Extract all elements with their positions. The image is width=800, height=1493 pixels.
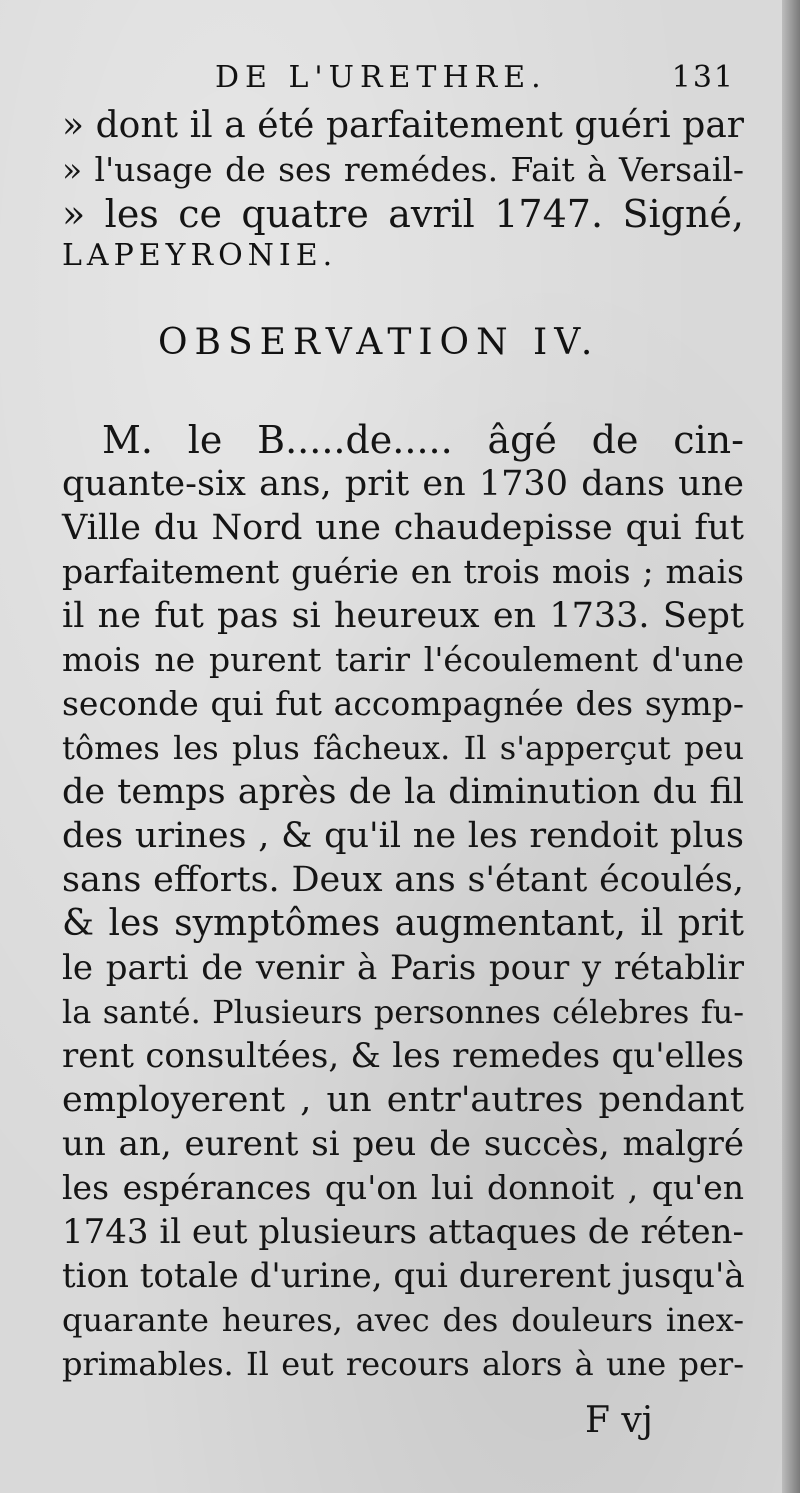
signer-name: LAPEYRONIE. [62, 238, 338, 273]
page-edge-shadow [782, 0, 800, 1493]
running-header [215, 60, 735, 100]
body-line: des urines , & qu'il ne les rendoit plus [62, 816, 744, 856]
body-line: 1743 il eut plusieurs attaques de réten- [62, 1212, 744, 1252]
body-line: les espérances qu'on lui donnoit , qu'en [62, 1168, 744, 1207]
body-line: sans efforts. Deux ans s'étant écoulés, [62, 860, 744, 900]
body-line: mois ne purent tarir l'écoulement d'une [62, 640, 744, 679]
body-line: quarante heures, avec des douleurs inex- [62, 1301, 744, 1339]
quote-line: » dont il a été parfaitement guéri par [62, 105, 744, 146]
body-line: la santé. Plusieurs personnes célebres fu- [62, 993, 744, 1031]
quote-line: » les ce quatre avril 1747. Signé, [62, 192, 744, 236]
observation-title: OBSERVATION IV. [158, 322, 600, 363]
body-line: primables. Il eut recours alors à une per- [62, 1345, 744, 1383]
body-line: M. le B.....de..... âgé de cin- [102, 418, 744, 462]
body-line: un an, eurent si peu de succès, malgré [62, 1124, 744, 1164]
body-line: tion totale d'urine, qui durerent jusqu'à [62, 1256, 745, 1296]
body-line: Ville du Nord une chaudepisse qui fut [62, 508, 744, 548]
signature-mark: F vj [585, 1400, 653, 1441]
body-line: seconde qui fut accompagnée des symp- [62, 684, 744, 723]
body-line: tômes les plus fâcheux. Il s'apperçut peu [62, 729, 744, 767]
body-line: & les symptômes augmentant, il prit [62, 903, 744, 944]
body-line: quante-six ans, prit en 1730 dans une [62, 464, 744, 504]
body-line: le parti de venir à Paris pour y rétablir [62, 948, 744, 988]
running-title: DE L'URETHRE. [215, 60, 547, 95]
body-line: de temps après de la diminution du fil [62, 772, 744, 812]
body-line: parfaitement guérie en trois mois ; mais [62, 552, 744, 591]
body-line: il ne fut pas si heureux en 1733. Sept [62, 596, 744, 636]
body-line: rent consultées, & les remedes qu'elles [62, 1036, 744, 1076]
page-number: 131 [671, 60, 735, 95]
body-line: employerent , un entr'autres pendant [62, 1080, 744, 1120]
quote-line: » l'usage de ses remédes. Fait à Versail- [62, 150, 744, 189]
